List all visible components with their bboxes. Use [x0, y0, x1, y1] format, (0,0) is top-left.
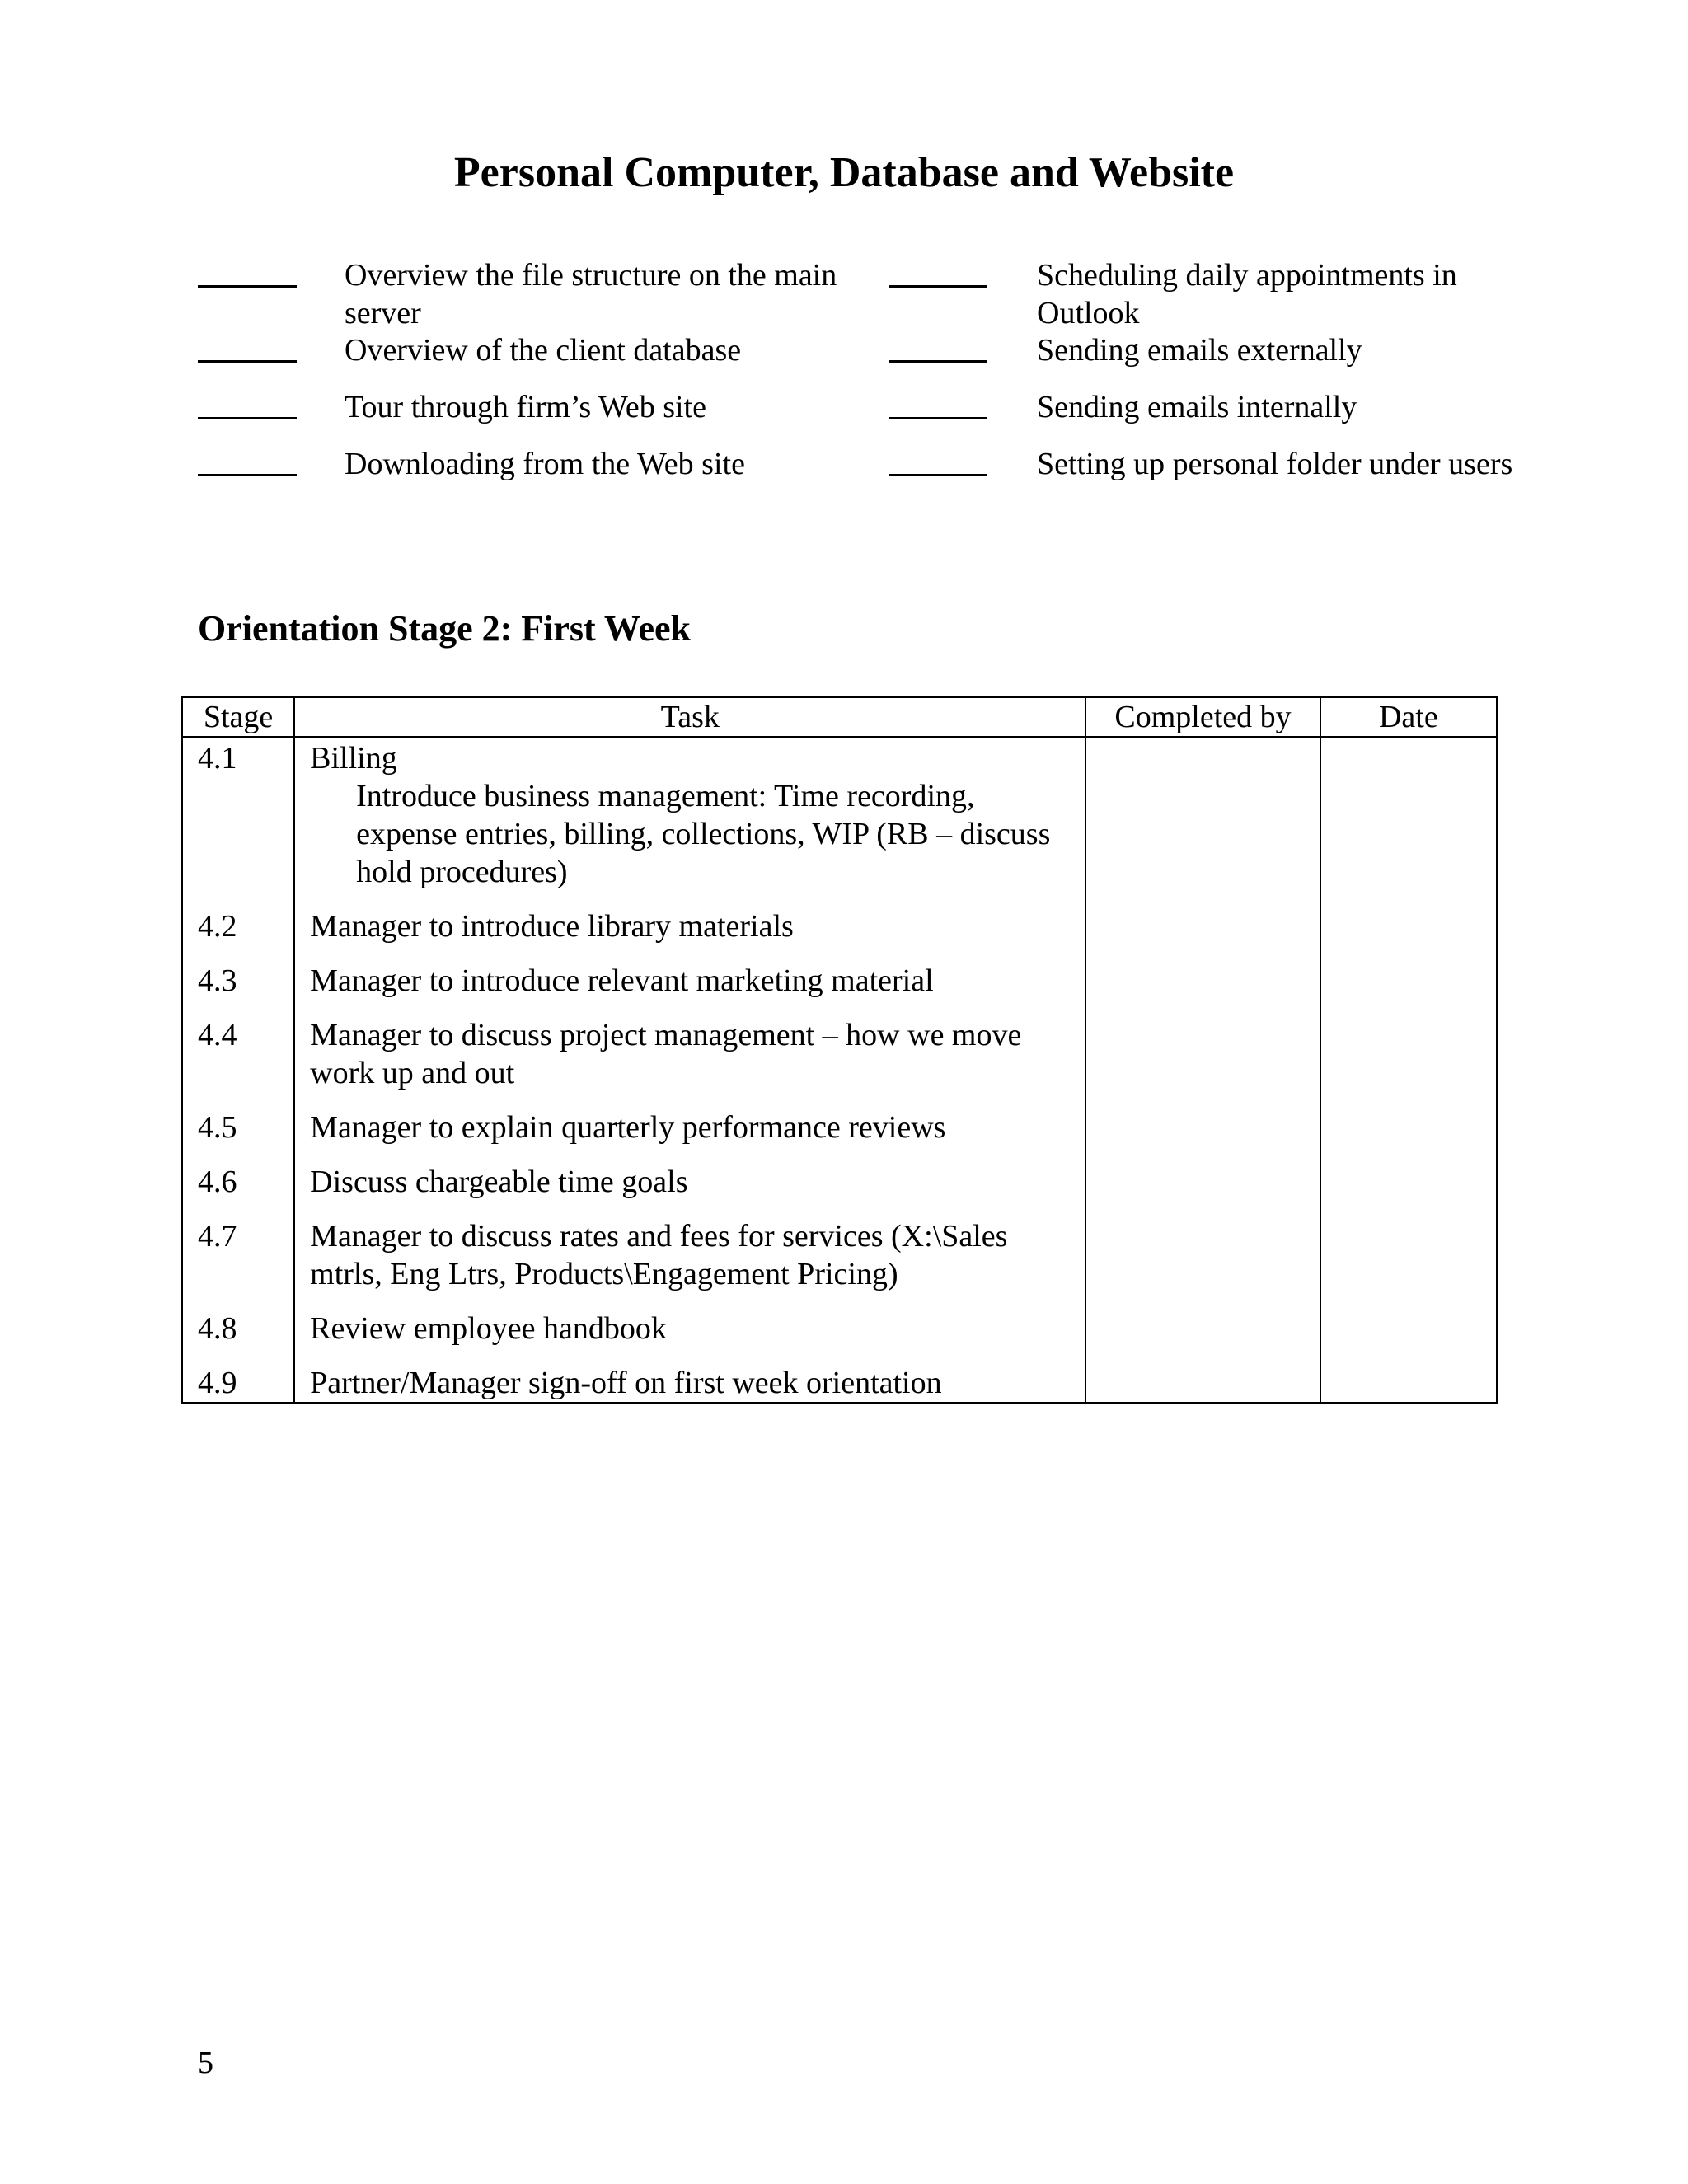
checklist-item-label: Sending emails externally [1037, 333, 1362, 368]
checkbox-blank-line[interactable] [889, 285, 987, 288]
task-sublabel: Introduce business management: Time recording, expense entries, billing, collections, WIP (RB – discuss hold procedures) [356, 779, 1051, 889]
completed-by-cell[interactable] [1085, 1201, 1320, 1293]
date-cell[interactable] [1320, 945, 1497, 1000]
task-cell: Manager to discuss project management – how we move work up and out [294, 1000, 1085, 1092]
task-cell: Manager to introduce library materials [294, 891, 1085, 945]
table-row [182, 1092, 1497, 1146]
table-row [182, 1347, 1497, 1403]
completed-by-cell[interactable] [1085, 737, 1320, 891]
task-cell: Discuss chargeable time goals [294, 1146, 1085, 1201]
date-cell[interactable] [1320, 737, 1497, 891]
table-row [182, 891, 1497, 945]
checkbox-blank-line[interactable] [889, 417, 987, 419]
task-cell: Review employee handbook [294, 1293, 1085, 1347]
section-heading: Orientation Stage 2: First Week [198, 608, 691, 649]
table-row [182, 737, 1497, 891]
task-cell: Partner/Manager sign-off on first week orientation [294, 1347, 1085, 1403]
checkbox-blank-line[interactable] [198, 474, 297, 476]
stage-cell: 4.6 [182, 1146, 294, 1201]
checkbox-blank-line[interactable] [889, 474, 987, 476]
table-row [182, 945, 1497, 1000]
column-header-stage: Stage [182, 697, 294, 737]
orientation-task-table [181, 696, 1498, 1404]
column-header-completed-by: Completed by [1085, 697, 1320, 737]
checklist-item-label: Sending emails internally [1037, 390, 1357, 424]
checklist-item-label: Scheduling daily appointments in Outlook [1037, 258, 1457, 330]
table-row [182, 1293, 1497, 1347]
stage-cell: 4.9 [182, 1347, 294, 1403]
checklist-item-label: Downloading from the Web site [345, 447, 745, 481]
stage-cell: 4.2 [182, 891, 294, 945]
checklist-item-label: Tour through firm’s Web site [345, 390, 706, 424]
task-cell: Manager to discuss rates and fees for services (X:\Sales mtrls, Eng Ltrs, Products\Engagement Pricing) [294, 1201, 1085, 1293]
table-header-row [182, 697, 1497, 737]
stage-cell: 4.3 [182, 945, 294, 1000]
stage-cell: 4.5 [182, 1092, 294, 1146]
completed-by-cell[interactable] [1085, 945, 1320, 1000]
date-cell[interactable] [1320, 1201, 1497, 1293]
column-header-task: Task [294, 697, 1085, 737]
completed-by-cell[interactable] [1085, 1000, 1320, 1092]
task-cell: Manager to explain quarterly performance reviews [294, 1092, 1085, 1146]
completed-by-cell[interactable] [1085, 1146, 1320, 1201]
checkbox-blank-line[interactable] [889, 360, 987, 363]
table-row [182, 1000, 1497, 1092]
stage-cell: 4.8 [182, 1293, 294, 1347]
checkbox-blank-line[interactable] [198, 285, 297, 288]
column-header-date: Date [1320, 697, 1497, 737]
date-cell[interactable] [1320, 1146, 1497, 1201]
date-cell[interactable] [1320, 891, 1497, 945]
completed-by-cell[interactable] [1085, 1092, 1320, 1146]
page-title: Personal Computer, Database and Website [453, 149, 1235, 196]
checklist-item-label: Setting up personal folder under users [1037, 447, 1513, 481]
task-cell: Manager to introduce relevant marketing material [294, 945, 1085, 1000]
checklist-item-label: Overview of the client database [345, 333, 742, 368]
stage-cell: 4.1 [182, 737, 294, 891]
date-cell[interactable] [1320, 1092, 1497, 1146]
table-row [182, 1201, 1497, 1293]
completed-by-cell[interactable] [1085, 1347, 1320, 1403]
stage-cell: 4.4 [182, 1000, 294, 1092]
checkbox-blank-line[interactable] [198, 417, 297, 419]
checklist-item-label: Overview the file structure on the main server [345, 258, 837, 330]
task-cell [294, 737, 1085, 891]
table-row [182, 1146, 1497, 1201]
stage-cell: 4.7 [182, 1201, 294, 1293]
completed-by-cell[interactable] [1085, 891, 1320, 945]
task-label: Billing [310, 741, 397, 776]
date-cell[interactable] [1320, 1347, 1497, 1403]
date-cell[interactable] [1320, 1000, 1497, 1092]
page-number: 5 [198, 2046, 213, 2080]
checkbox-blank-line[interactable] [198, 360, 297, 363]
completed-by-cell[interactable] [1085, 1293, 1320, 1347]
date-cell[interactable] [1320, 1293, 1497, 1347]
